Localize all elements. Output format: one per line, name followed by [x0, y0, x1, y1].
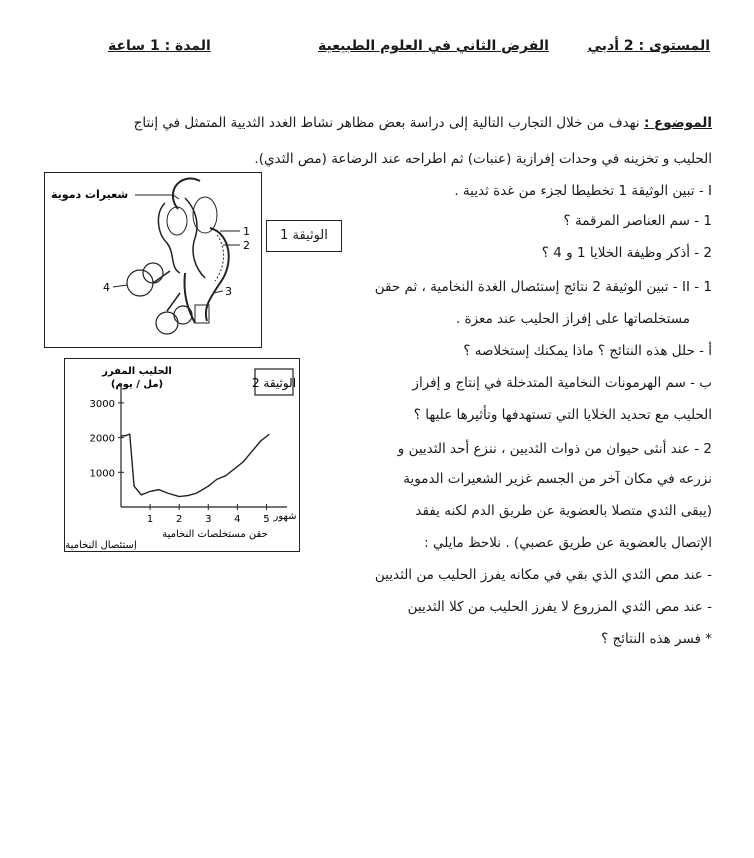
marker-1: 1 [243, 225, 250, 238]
chart-ytick-label-1: 2000 [89, 433, 115, 445]
document-2-label: الوثيقة 2 [251, 376, 297, 390]
capillaries-label: شعيرات دموية [51, 188, 129, 201]
chart-plot-area [90, 383, 287, 525]
exam-title: الفرض الثاني في العلوم الطبيعية [318, 38, 549, 54]
part1-question-2: 2 - أذكر وظيفة الخلايا 1 و 4 ؟ [541, 245, 712, 261]
part2-intro-1: II - 1 - تبين الوثيقة 2 نتائج إستئصال الغدة النخامية ، ثم حقن [374, 279, 712, 295]
subject-line-2: الحليب و تخزينه في وحدات إفرازية (عنبات) ثم اطراحه عند الرضاعة (مص الثدي). [254, 151, 712, 167]
chart-xtick-label-1: 2 [175, 514, 183, 525]
document-1-figure [44, 172, 262, 348]
duration-label: المدة : 1 ساعة [108, 38, 211, 54]
marker-3: 3 [225, 285, 232, 298]
chart-yunit: (مل / يوم) [110, 379, 164, 390]
part2-question-2-a: 2 - عند أنثى حيوان من ذوات الثديين ، ننزع أحد الثديين و [397, 441, 712, 457]
milk-secretion-chart [65, 359, 298, 550]
chart-xtick-label-3: 4 [234, 514, 241, 525]
chart-xtick-label-4: 5 [263, 514, 270, 525]
document-1-label: الوثيقة 1 [266, 220, 342, 252]
chart-ytick-label-2: 3000 [89, 398, 115, 410]
mammary-gland-diagram [45, 173, 260, 346]
part2-interpret-question: * فسر هذه النتائج ؟ [601, 631, 712, 647]
marker-4: 4 [103, 281, 110, 294]
part1-intro: I - تبين الوثيقة 1 تخطيطا لجزء من غدة ثديية . [454, 183, 712, 199]
subject-line-1 [134, 114, 712, 132]
part2-observation-1: - عند مص الثدي الذي بقي في مكانه يفرز الحليب من الثديين [374, 567, 712, 583]
part2-question-2-b: نزرعه في مكان آخر من الجسم غزير الشعيرات الدموية [403, 471, 712, 487]
chart-xunit: شهور [273, 511, 297, 522]
part2-question-a: أ - حلل هذه النتائج ؟ ماذا يمكنك إستخلاصه ؟ [463, 343, 712, 359]
chart-series-line-0 [121, 434, 269, 496]
document-2-figure [64, 358, 300, 552]
chart-xlabel: حقن مستخلصات النخامية [162, 529, 268, 540]
chart-ytick-label-0: 1000 [89, 468, 115, 480]
chart-ylabel: الحليب المفرز [102, 366, 172, 377]
part2-question-2-c: (يبقى الثدي متصلا بالعضوية عن طريق الدم لكنه يفقد [415, 503, 712, 519]
part2-intro-2: مستخلصاتها على إفراز الحليب عند معزة . [455, 311, 690, 327]
chart-xtick-label-2: 3 [205, 514, 212, 525]
marker-2: 2 [243, 239, 250, 252]
part2-question-b-2: الحليب مع تحديد الخلايا التي تستهدفها وتأثيرها عليها ؟ [413, 407, 712, 423]
part2-question-b-1: ب - سم الهرمونات النخامية المتدخلة في إنتاج و إفراز [412, 375, 712, 391]
part1-question-1: 1 - سم العناصر المرقمة ؟ [563, 213, 712, 229]
part2-observation-2: - عند مص الثدي المزروع لا يفرز الحليب من كلا الثديين [407, 599, 712, 615]
part2-question-2-d: الإتصال بالعضوية عن طريق عصبي) . نلاحظ مايلي : [424, 535, 712, 551]
level-label: المستوى : 2 أدبي [587, 38, 710, 54]
chart-removal-label: إستئصال النخامية [65, 540, 137, 550]
chart-xtick-label-0: 1 [146, 514, 154, 525]
subject-label: الموضوع : [643, 115, 712, 131]
subject-text-1: نهدف من خلال التجارب التالية إلى دراسة بعض مظاهر نشاط الغدد الثديية المتمثل في إنتاج [133, 115, 640, 131]
